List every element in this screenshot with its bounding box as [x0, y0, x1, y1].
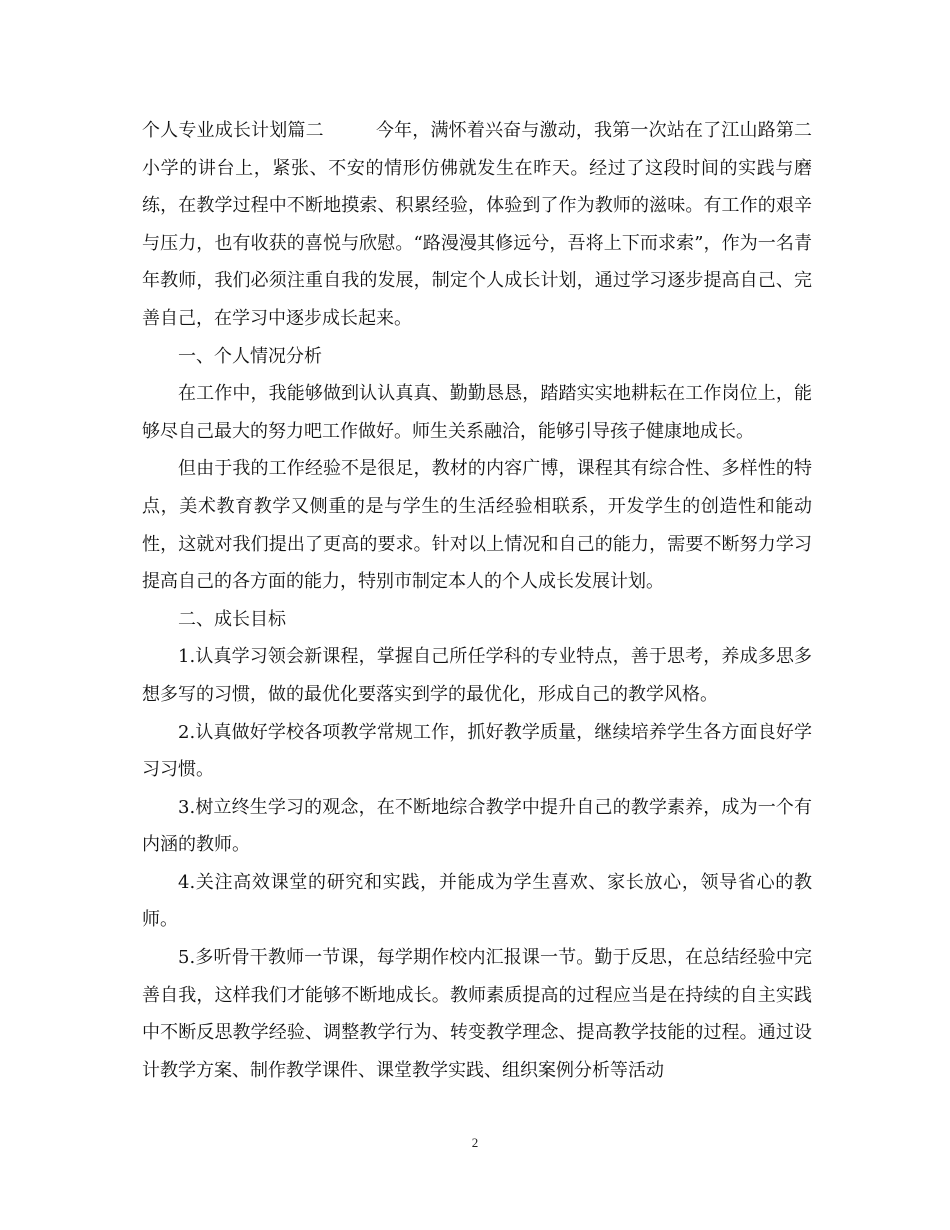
section-heading-1: 一、个人情况分析 [178, 345, 322, 367]
goal-item: 1.认真学习领会新课程，掌握自己所任学科的专业特点，善于思考，养成多思多想多写的习惯，做的最优化要落实到学的最优化，形成自己的教学风格。 [142, 646, 812, 705]
goal-item: 3.树立终生学习的观念，在不断地综合教学中提升自己的教学素养，成为一个有内涵的教师。 [142, 796, 812, 856]
section-heading-2: 二、成长目标 [178, 608, 286, 630]
page-number: 2 [471, 1135, 479, 1150]
body-paragraph: 在工作中，我能够做到认认真真、勤勤恳恳，踏踏实实地耕耘在工作岗位上，能够尽自己最大的努力吧工作做好。师生关系融洽，能够引导孩子健康地成长。 [142, 383, 812, 442]
intro-paragraph-text: 今年，满怀着兴奋与激动，我第一次站在了江山路第二小学的讲台上，紧张、不安的情形仿佛就发生在昨天。经过了这段时间的实践与磨练，在教学过程中不断地摸索、积累经验，体验到了作为教师的滋味。有工作的艰辛与压力，也有收获的喜悦与欣慰。“路漫漫其修远兮，吾将上下而求索”，作为一名青年教师，我们必须注重自我的发展，制定个人成长计划，通过学习逐步提高自己、完善自己，在学习中逐步成长起来。 [142, 120, 812, 329]
goal-item: 5.多听骨干教师一节课，每学期作校内汇报课一节。勤于反思，在总结经验中完善自我，这样我们才能够不断地成长。教师素质提高的过程应当是在持续的自主实践中不断反思教学经验、调整教学行为、转变教学理念、提高教学技能的过程。通过设计教学方案、制作教学课件、课堂教学实践、组织案例分析等活动 [142, 947, 812, 1081]
document-body [142, 112, 812, 1089]
intro-paragraph [142, 112, 812, 338]
goal-item: 2.认真做好学校各项教学常规工作，抓好教学质量，继续培养学生各方面良好学习习惯。 [142, 721, 812, 781]
document-title: 个人专业成长计划篇二 [142, 120, 324, 141]
goal-item: 4.关注高效课堂的研究和实践，并能成为学生喜欢、家长放心，领导省心的教师。 [142, 871, 812, 931]
body-paragraph: 但由于我的工作经验不是很足，教材的内容广博，课程其有综合性、多样性的特点，美术教育教学又侧重的是与学生的生活经验相联系，开发学生的创造性和能动性，这就对我们提出了更高的要求。针对以上情况和自己的能力，需要不断努力学习提高自己的各方面的能力，特别市制定本人的个人成长发展计划。 [142, 458, 812, 593]
